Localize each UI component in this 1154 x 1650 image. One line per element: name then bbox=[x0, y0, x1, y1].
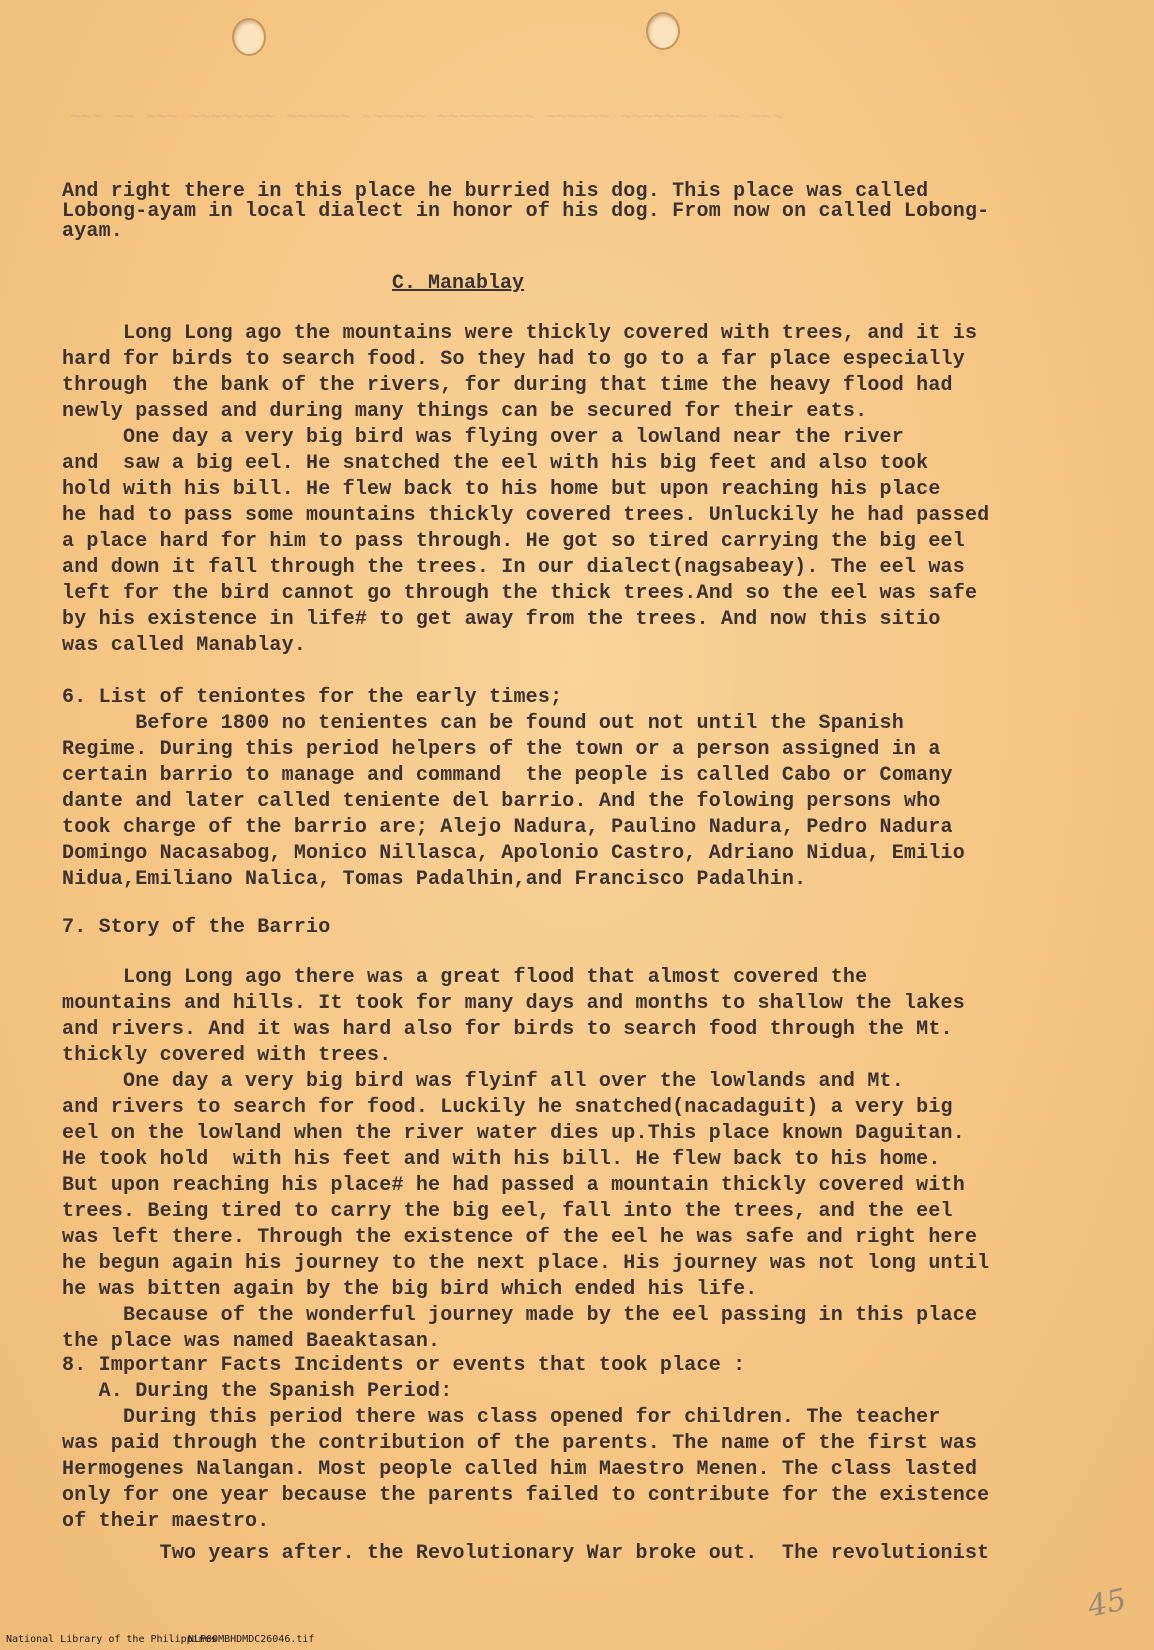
text-line: was paid through the contribution of the parents. The name of the first was bbox=[62, 1432, 978, 1455]
footer-source: National Library of the Philippines bbox=[6, 1634, 217, 1645]
text-line: he begun again his journey to the next place. His journey was not long until bbox=[62, 1252, 990, 1275]
text-line: newly passed and during many things can be secured for their eats. bbox=[62, 400, 868, 423]
text-line: mountains and hills. It took for many days and months to shallow the lakes bbox=[62, 992, 965, 1015]
section-heading: C. Manablay bbox=[392, 272, 525, 295]
text-line: Domingo Nacasabog, Monico Nillasca, Apolonio Castro, Adriano Nidua, Emilio bbox=[62, 842, 965, 865]
text-line: Hermogenes Nalangan. Most people called him Maestro Menen. The class lasted bbox=[62, 1458, 978, 1481]
text-line: a place hard for him to pass through. He got so tired carrying the big eel bbox=[62, 530, 965, 553]
footer-filename: NLP00MBHDMDC26046.tif bbox=[188, 1634, 315, 1645]
text-line: he was bitten again by the big bird which ended his life. bbox=[62, 1278, 758, 1301]
text-line: and rivers. And it was hard also for birds to search food through the Mt. bbox=[62, 1018, 953, 1041]
text-line: Because of the wonderful journey made by the eel passing in this place bbox=[62, 1304, 978, 1327]
text-line: was left there. Through the existence of the eel he was safe and right here bbox=[62, 1226, 978, 1249]
text-line: hold with his bill. He flew back to his home but upon reaching his place bbox=[62, 478, 941, 501]
text-line: trees. Being tired to carry the big eel, fall into the trees, and the eel bbox=[62, 1200, 953, 1223]
page-number: 45 bbox=[1084, 1582, 1130, 1625]
text-line: through the bank of the rivers, for during that time the heavy flood had bbox=[62, 374, 953, 397]
bleed-through-text: ~~~ ~~ ~~~ ~~~~~~~~ ~~~~~~ ~~~~~~ ~~~~~~~~~ ~~~~~~ ~~~~~~~~ ~~ ~~~ bbox=[70, 108, 783, 128]
text-line: was called Manablay. bbox=[62, 634, 307, 657]
text-line: left for the bird cannot go through the thick trees.And so the eel was safe bbox=[62, 582, 978, 605]
text-line: ayam. bbox=[62, 220, 124, 243]
text-line: hard for birds to search food. So they had to go to a far place especially bbox=[62, 348, 965, 371]
text-line: Long Long ago the mountains were thickly covered with trees, and it is bbox=[62, 322, 978, 345]
text-line: Two years after. the Revolutionary War broke out. The revolutionist bbox=[62, 1542, 990, 1565]
text-line: and down it fall through the trees. In our dialect(nagsabeay). The eel was bbox=[62, 556, 965, 579]
text-line: 6. List of teniontes for the early times; bbox=[62, 686, 563, 709]
text-line: only for one year because the parents failed to contribute for the existence bbox=[62, 1484, 990, 1507]
text-line: During this period there was class opened for children. The teacher bbox=[62, 1406, 941, 1429]
text-line: 8. Importanr Facts Incidents or events that took place : bbox=[62, 1354, 746, 1377]
text-line: A. During the Spanish Period: bbox=[62, 1380, 453, 1403]
text-line: Lobong-ayam in local dialect in honor of his dog. From now on called Lobong- bbox=[62, 200, 990, 223]
text-line: and rivers to search for food. Luckily he snatched(nacadaguit) a very big bbox=[62, 1096, 953, 1119]
text-line: But upon reaching his place# he had passed a mountain thickly covered with bbox=[62, 1174, 965, 1197]
text-line: And right there in this place he burried his dog. This place was called bbox=[62, 180, 929, 203]
text-line: certain barrio to manage and command the people is called Cabo or Comany bbox=[62, 764, 953, 787]
text-line: thickly covered with trees. bbox=[62, 1044, 392, 1067]
text-line: by his existence in life# to get away from the trees. And now this sitio bbox=[62, 608, 941, 631]
text-line: Nidua,Emiliano Nalica, Tomas Padalhin,and Francisco Padalhin. bbox=[62, 868, 807, 891]
text-line: One day a very big bird was flying over a lowland near the river bbox=[62, 426, 904, 449]
text-line: and saw a big eel. He snatched the eel with his big feet and also took bbox=[62, 452, 929, 475]
punch-hole-left bbox=[232, 18, 266, 56]
text-line: Before 1800 no tenientes can be found out not until the Spanish bbox=[62, 712, 904, 735]
text-line: He took hold with his feet and with his bill. He flew back to his home. bbox=[62, 1148, 941, 1171]
section-heading: 7. Story of the Barrio bbox=[62, 916, 331, 939]
text-line: One day a very big bird was flyinf all over the lowlands and Mt. bbox=[62, 1070, 904, 1093]
text-line: he had to pass some mountains thickly covered trees. Unluckily he had passed bbox=[62, 504, 990, 527]
text-line: of their maestro. bbox=[62, 1510, 270, 1533]
text-line: the place was named Baeaktasan. bbox=[62, 1330, 441, 1353]
punch-hole-right bbox=[646, 12, 680, 50]
text-line: Regime. During this period helpers of the town or a person assigned in a bbox=[62, 738, 941, 761]
text-line: took charge of the barrio are; Alejo Nadura, Paulino Nadura, Pedro Nadura bbox=[62, 816, 953, 839]
text-line: eel on the lowland when the river water dies up.This place known Daguitan. bbox=[62, 1122, 965, 1145]
text-line: Long Long ago there was a great flood that almost covered the bbox=[62, 966, 868, 989]
text-line: dante and later called teniente del barrio. And the folowing persons who bbox=[62, 790, 941, 813]
